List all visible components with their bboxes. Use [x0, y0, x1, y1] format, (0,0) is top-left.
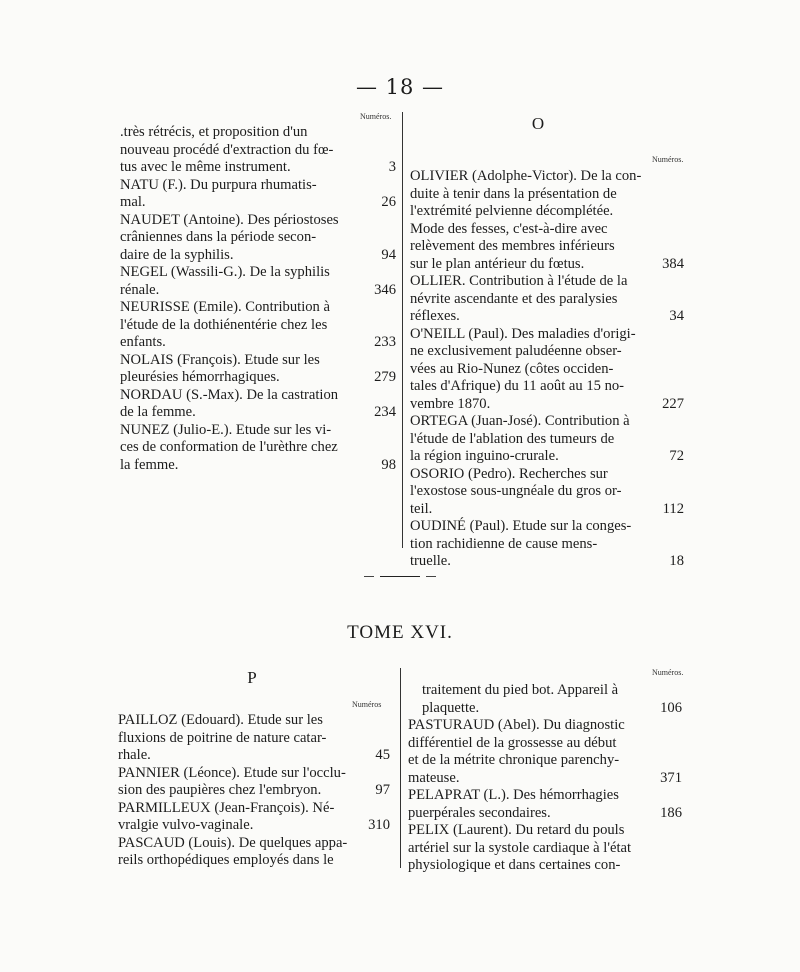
entry-line: névrite ascendante et des paralysies	[410, 290, 618, 307]
entry-number: 346	[374, 281, 396, 298]
entry-line: vembre 1870.	[410, 395, 491, 412]
index-entry	[408, 787, 682, 822]
entry-line: PANNIER (Léonce). Etude sur l'occlu-	[118, 764, 346, 781]
top-left-column	[120, 124, 396, 474]
tome-title: TOME XVI.	[347, 622, 453, 643]
numeros-label-top-right: Numéros.	[652, 155, 684, 164]
entry-line: NEURISSE (Emile). Contribution à	[120, 299, 330, 315]
index-entry	[120, 422, 396, 475]
entry-line: la femme.	[120, 456, 179, 473]
index-entry	[410, 168, 684, 273]
separator-dash-left	[364, 576, 374, 577]
entry-line: enfants.	[120, 334, 166, 350]
entry-line: OUDINÉ (Paul). Etude sur la conges-	[410, 518, 632, 534]
entry-line: PASCAUD (Louis). De quelques appa-	[118, 834, 348, 851]
entry-line: PELAPRAT (L.). Des hémorrhagies	[408, 787, 619, 803]
entry-line: O'NEILL (Paul). Des maladies d'origi-	[410, 325, 636, 342]
entry-number: 34	[669, 308, 684, 324]
entry-number: 98	[381, 456, 396, 473]
index-entry	[408, 682, 682, 717]
entry-line: artériel sur la systole cardiaque à l'état	[408, 839, 632, 856]
entry-line: mateuse.	[408, 769, 460, 786]
entry-number: 310	[368, 817, 390, 833]
entry-line: ces de conformation de l'urèthre chez	[120, 439, 338, 455]
entry-number: 112	[662, 500, 684, 517]
entry-line: NOLAIS (François). Etude sur les	[120, 351, 320, 368]
entry-line: PASTURAUD (Abel). Du diagnostic	[408, 717, 625, 733]
entry-line: NEGEL (Wassili-G.). De la syphilis	[120, 264, 330, 280]
index-entry	[410, 413, 684, 466]
entry-line: rénale.	[120, 281, 160, 298]
entry-number: 106	[660, 699, 682, 716]
index-entry	[120, 299, 396, 352]
entry-line: NUNEZ (Julio-E.). Etude sur les vi-	[120, 421, 332, 438]
index-entry	[120, 177, 396, 212]
numeros-label-bottom-left: Numéros	[352, 700, 382, 709]
entry-line: de la femme.	[120, 404, 196, 420]
page-number: — 18 —	[355, 75, 445, 99]
entry-line: l'extrémité pelvienne décomplétée.	[410, 203, 614, 219]
entry-line: NORDAU (S.-Max). De la castration	[120, 386, 339, 403]
bottom-right-column	[408, 682, 682, 875]
entry-line: physiologique et dans certaines con-	[408, 857, 621, 873]
entry-line: pleurésies hémorrhagiques.	[120, 369, 280, 385]
entry-number: 97	[375, 782, 390, 798]
index-entry	[120, 352, 396, 387]
entry-line: fluxions de poitrine de nature catar-	[118, 729, 327, 746]
entry-line: tion rachidienne de cause mens-	[410, 535, 598, 552]
entry-line: sion des paupières chez l'embryon.	[118, 782, 322, 798]
entry-line: reils orthopédiques employés dans le	[118, 852, 334, 868]
entry-line: différentiel de la grossesse au début	[408, 734, 617, 751]
entry-line: l'étude de l'ablation des tumeurs de	[410, 430, 615, 447]
column-rule-top	[402, 112, 403, 548]
index-entry	[120, 212, 396, 265]
entry-number: 233	[374, 334, 396, 350]
entry-line: tus avec le même instrument.	[120, 159, 291, 175]
top-right-column	[410, 168, 684, 571]
entry-number: 371	[660, 769, 682, 786]
entry-line: OLIVIER (Adolphe-Victor). De la con-	[410, 168, 642, 184]
entry-line: nouveau procédé d'extraction du fœ-	[120, 141, 334, 158]
entry-line: tales d'Afrique) du 11 août au 15 no-	[410, 378, 625, 394]
index-entry	[408, 822, 682, 875]
entry-line: l'exostose sous-ungnéale du gros or-	[410, 483, 622, 499]
entry-number: 186	[660, 804, 682, 821]
entry-number: 384	[662, 255, 684, 272]
entry-line: ORTEGA (Juan-José). Contribution à	[410, 413, 630, 429]
numeros-label-bottom-right: Numéros.	[652, 668, 684, 677]
index-entry	[410, 273, 684, 326]
letter-heading-p: P	[247, 668, 257, 687]
numeros-label-top-left: Numéros.	[360, 112, 392, 121]
entry-line: OSORIO (Pedro). Recherches sur	[410, 465, 608, 482]
entry-line: PAILLOZ (Edouard). Etude sur les	[118, 712, 323, 728]
entry-line: mal.	[120, 194, 146, 210]
entry-line: truelle.	[410, 553, 451, 569]
entry-line: rhale.	[118, 747, 151, 763]
entry-line: traitement du pied bot. Appareil à	[422, 682, 619, 698]
entry-line: daire de la syphilis.	[120, 246, 234, 263]
index-entry	[118, 835, 390, 870]
entry-number: 3	[388, 159, 396, 175]
index-entry	[120, 387, 396, 422]
entry-line: NAUDET (Antoine). Des périostoses	[120, 211, 339, 228]
entry-number: 26	[381, 194, 396, 210]
section-separator	[380, 576, 420, 577]
entry-line: la région inguino-crurale.	[410, 448, 559, 464]
letter-heading-o: O	[531, 114, 545, 133]
index-entry	[120, 124, 396, 177]
entry-number: 234	[374, 404, 396, 420]
entry-line: crâniennes dans la période secon-	[120, 229, 317, 245]
entry-line: duite à tenir dans la présentation de	[410, 185, 617, 202]
index-entry	[118, 712, 390, 765]
entry-number: 94	[381, 246, 396, 263]
entry-number: 18	[669, 553, 684, 569]
index-entry	[410, 466, 684, 519]
entry-line: Mode des fesses, c'est-à-dire avec	[410, 220, 608, 237]
entry-line: PARMILLEUX (Jean-François). Né-	[118, 799, 335, 816]
index-entry	[410, 518, 684, 571]
entry-line: .très rétrécis, et proposition d'un	[120, 124, 308, 140]
entry-line: et de la métrite chronique parenchy-	[408, 752, 620, 768]
index-entry	[118, 765, 390, 800]
entry-line: teil.	[410, 500, 433, 517]
column-rule-bottom	[400, 668, 401, 868]
entry-line: relèvement des membres inférieurs	[410, 238, 615, 254]
bottom-left-column	[118, 712, 390, 870]
entry-number: 279	[374, 369, 396, 385]
entry-number: 45	[375, 747, 390, 763]
entry-line: vées au Rio-Nunez (côtes occiden-	[410, 360, 614, 377]
entry-line: ne exclusivement paludéenne obser-	[410, 343, 622, 359]
entry-line: l'étude de la dothiénentérie chez les	[120, 316, 328, 333]
entry-line: PELIX (Laurent). Du retard du pouls	[408, 822, 625, 838]
entry-line: vralgie vulvo-vaginale.	[118, 817, 254, 833]
entry-line: OLLIER. Contribution à l'étude de la	[410, 273, 628, 289]
index-entry	[410, 326, 684, 414]
index-entry	[120, 264, 396, 299]
entry-line: plaquette.	[422, 699, 480, 716]
entry-number: 227	[662, 395, 684, 412]
entry-line: NATU (F.). Du purpura rhumatis-	[120, 176, 317, 193]
entry-number: 72	[669, 448, 684, 464]
index-entry	[408, 717, 682, 787]
entry-line: sur le plan antérieur du fœtus.	[410, 255, 585, 272]
separator-dash-right	[426, 576, 436, 577]
entry-line: puerpérales secondaires.	[408, 804, 551, 821]
entry-line: réflexes.	[410, 308, 460, 324]
index-entry	[118, 800, 390, 835]
